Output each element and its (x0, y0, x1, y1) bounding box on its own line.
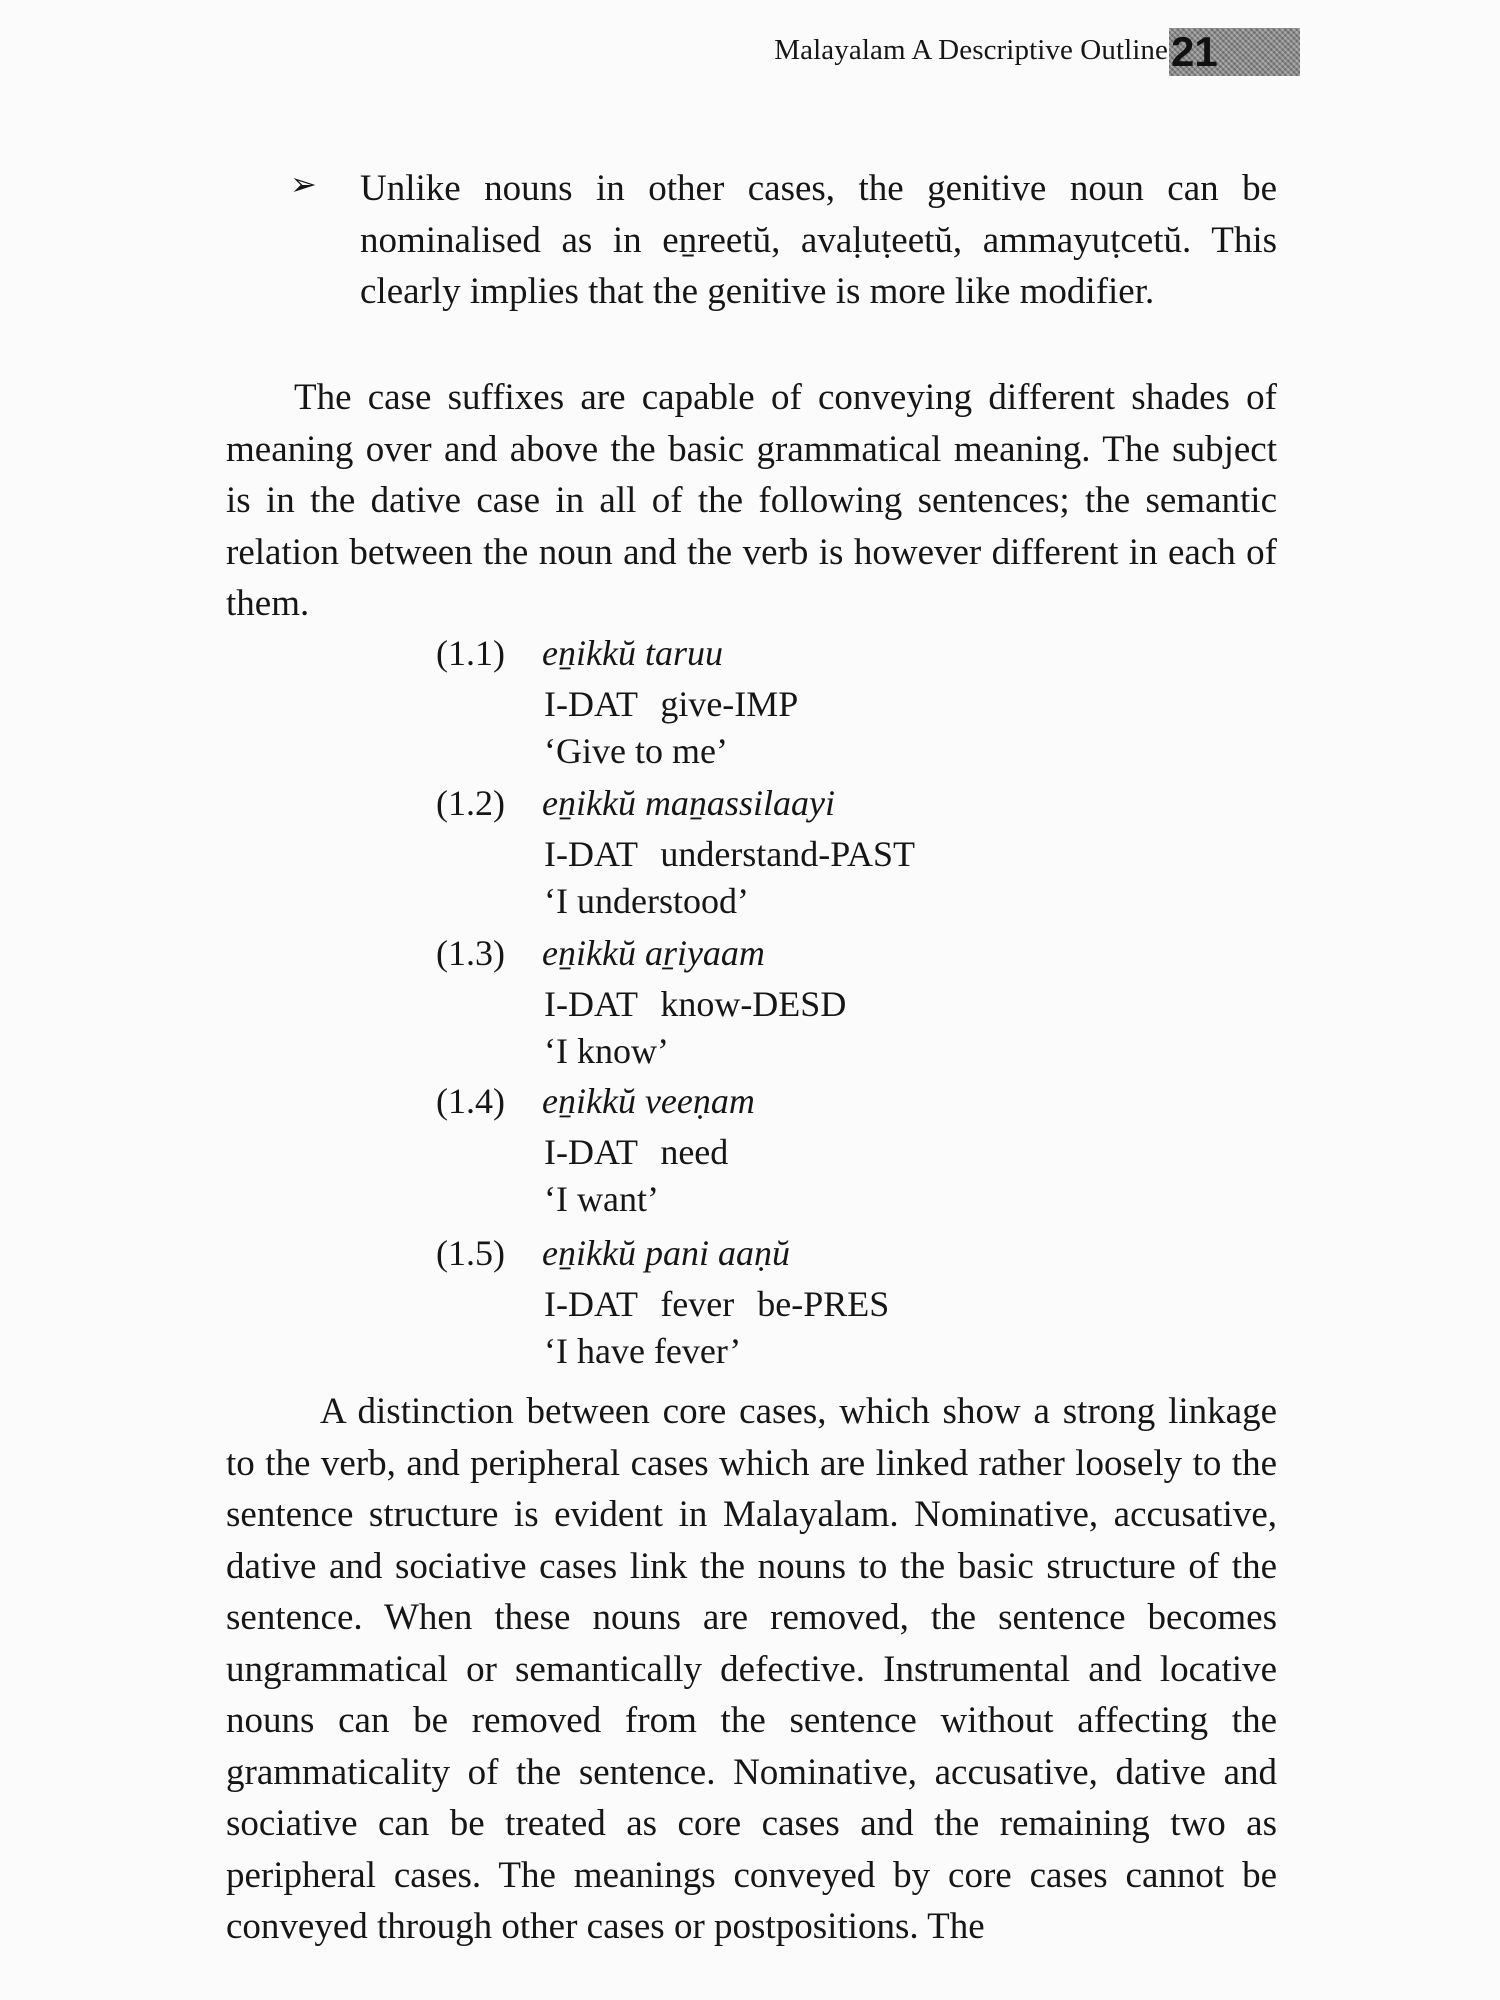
example-translation: ‘Give to me’ (544, 731, 728, 771)
example-gloss: I-DAT understand-PAST (544, 834, 915, 874)
example-gloss: I-DAT need (544, 1132, 729, 1172)
paragraph-core-peripheral-cases: A distinction between core cases, which show a strong linkage to the verb, and peripheral cases which are linked rather loosely to the sentence structure is evident in Malayalam. Nominative, accusative, dative and sociative cases link the nouns to the basic structure of the sentence. When these nouns are removed, the sentence becomes ungrammatical or semantically defective. Instrumental and locative nouns can be removed from the sentence without affecting the grammaticality of the sentence. Nominative, accusative, dative and sociative can be treated as core cases and the remaining two as peripheral cases. The meanings conveyed by core cases cannot be conveyed through other cases or postpositions. The (226, 1391, 1277, 1947)
example-number: (1.5) (436, 1233, 505, 1273)
running-header (700, 28, 1300, 78)
example-gloss: I-DAT know-DESD (544, 984, 847, 1024)
example-form: eṉikkŭ veeṇam (542, 1081, 755, 1121)
example-form: eṉikkŭ taruu (542, 633, 723, 673)
arrow-bullet-icon: ➢ (290, 165, 317, 203)
example-number: (1.2) (436, 783, 505, 823)
example-form: eṉikkŭ maṉassilaayi (542, 783, 835, 823)
example-gloss: I-DAT give-IMP (544, 684, 799, 724)
example-number: (1.1) (436, 633, 505, 673)
example-translation: ‘I understood’ (544, 881, 749, 921)
example-gloss: I-DAT fever be-PRES (544, 1284, 890, 1324)
example-translation: ‘I have fever’ (544, 1331, 742, 1371)
page-number: 21 (1171, 28, 1218, 75)
bullet-text: Unlike nouns in other cases, the genitive noun can be nominalised as in eṉreetŭ, avaḷuṭeetŭ, ammayuṭcetŭ. This clearly implies that the genitive is more like modifier. (360, 168, 1277, 312)
page-number-box (1169, 28, 1300, 76)
example-number: (1.3) (436, 933, 505, 973)
paragraph-case-suffixes: The case suffixes are capable of conveying different shades of meaning over and above the basic grammatical meaning. The subject is in the dative case in all of the following sentences; the semantic relation between the noun and the verb is however different in each of them. (226, 377, 1277, 624)
example-form: eṉikkŭ pani aaṇŭ (542, 1233, 790, 1273)
header-title: Malayalam A Descriptive Outline (774, 34, 1168, 66)
example-translation: ‘I know’ (544, 1031, 669, 1071)
example-translation: ‘I want’ (544, 1179, 659, 1219)
example-number: (1.4) (436, 1081, 505, 1121)
example-form: eṉikkŭ aṟiyaam (542, 933, 765, 973)
